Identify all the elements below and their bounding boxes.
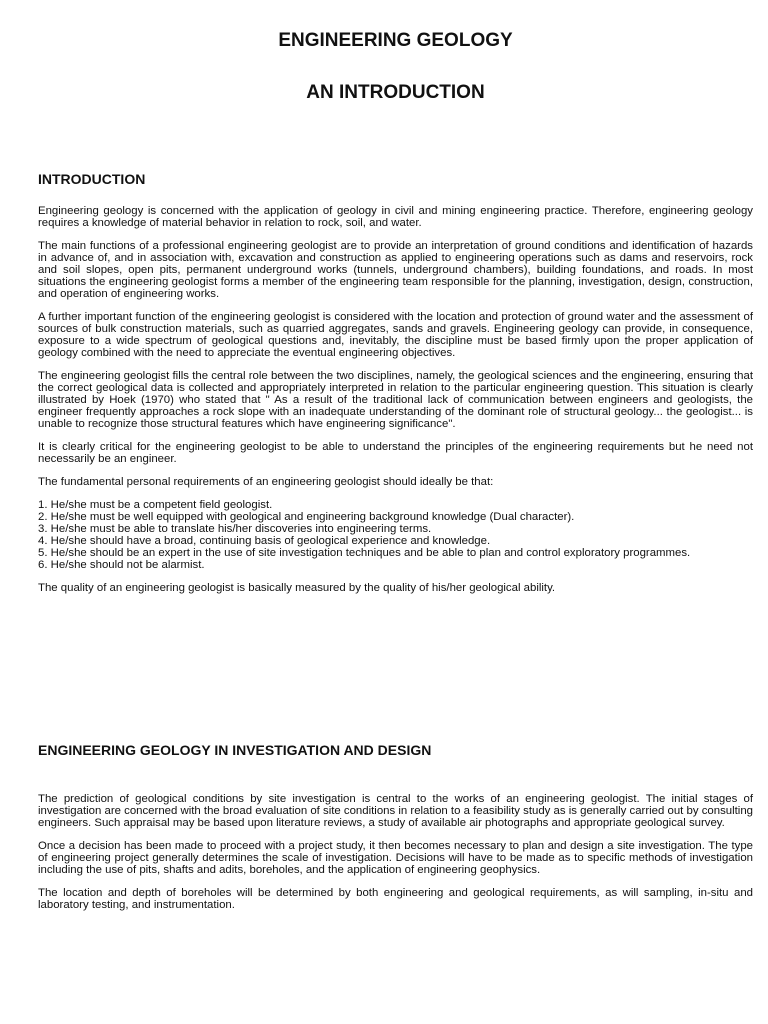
requirements-list <box>38 499 753 571</box>
document-title: ENGINEERING GEOLOGY <box>278 30 513 51</box>
document-subtitle: AN INTRODUCTION <box>306 82 485 103</box>
paragraph: The quality of an engineering geologist is basically measured by the quality of his/her geological ability. <box>38 582 556 594</box>
list-item: 5. He/she should be an expert in the use of site investigation techniques and be able to plan and control exploratory programmes. <box>38 547 691 559</box>
section-heading-investigation: ENGINEERING GEOLOGY IN INVESTIGATION AND DESIGN <box>38 742 432 758</box>
section-heading-introduction: INTRODUCTION <box>38 171 146 187</box>
paragraph: The fundamental personal requirements of an engineering geologist should ideally be that: <box>38 476 494 488</box>
paragraph: The location and depth of boreholes will be determined by both engineering and geological requirements, as will sampling, in-situ and laboratory testing, and instrumentation. <box>38 887 753 911</box>
paragraph: Engineering geology is concerned with the application of geology in civil and mining engineering practice. Therefore, engineering geology requires a knowledge of material behavior in relation to rock, soil, and water. <box>38 205 753 229</box>
paragraph: It is clearly critical for the engineering geologist to be able to understand the principles of the engineering requirements but he need not necessarily be an engineer. <box>38 441 753 465</box>
list-item: 1. He/she must be a competent field geologist. <box>38 499 273 511</box>
list-item: 2. He/she must be well equipped with geological and engineering background knowledge (Dual character). <box>38 511 575 523</box>
list-item: 3. He/she must be able to translate his/her discoveries into engineering terms. <box>38 523 432 535</box>
introduction-section <box>38 205 753 605</box>
investigation-section <box>38 793 753 922</box>
paragraph: The prediction of geological conditions by site investigation is central to the works of an engineering geologist. The initial stages of investigation are concerned with the broad evaluation of site conditions in relation to a feasibility study as is generally carried out by consulting engineers. Such appraisal may be based upon literature reviews, a study of available air photographs and appropriate geological survey. <box>38 793 753 829</box>
paragraph: A further important function of the engineering geologist is considered with the location and protection of ground water and the assessment of sources of bulk construction materials, such as quarried aggregates, sands and gravels. Engineering geology can provide, in consequence, exposure to a wide spectrum of geological questions and, inevitably, the discipline must be based firmly upon the proper application of geology combined with the need to appreciate the eventual engineering objectives. <box>38 311 753 359</box>
list-item: 6. He/she should not be alarmist. <box>38 559 205 571</box>
paragraph: The main functions of a professional engineering geologist are to provide an interpretation of ground conditions and identification of hazards in advance of, and in association with, excavation and construction as applied to engineering operations such as dams and reservoirs, rock and soil slopes, open pits, permanent underground works (tunnels, underground chambers), building foundations, and roads. In most situations the engineering geologist forms a member of the engineering team responsible for the planning, investigation, design, construction, and operation of engineering works. <box>38 240 753 300</box>
paragraph: The engineering geologist fills the central role between the two disciplines, namely, the geological sciences and the engineering, ensuring that the correct geological data is collected and appropriately interpreted in relation to the particular engineering question. This situation is clearly illustrated by Hoek (1970) who stated that " As a result of the traditional lack of communication between engineers and geologists, the engineer frequently approaches a rock slope with an inadequate understanding of the dominant role of structural geology... the geologist... is unable to recognize those structural features which have engineering significance". <box>38 370 753 430</box>
paragraph: Once a decision has been made to proceed with a project study, it then becomes necessary to plan and design a site investigation. The type of engineering project generally determines the scale of investigation. Decisions will have to be made as to specific methods of investigation including the use of pits, shafts and adits, boreholes, and the application of engineering geophysics. <box>38 840 753 876</box>
list-item: 4. He/she should have a broad, continuing basis of geological experience and knowledge. <box>38 535 491 547</box>
